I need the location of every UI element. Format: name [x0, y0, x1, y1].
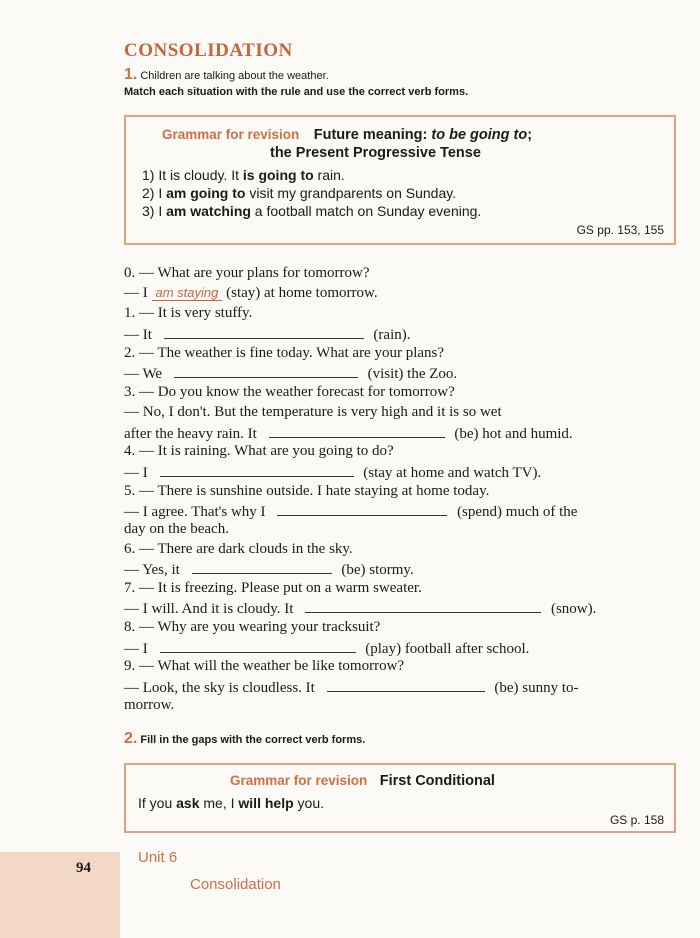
exercise-line-5a: 5. — There is sunshine outside. I hate staying at home today. [124, 483, 490, 499]
exercise-line-4a: 4. — It is raining. What are you going to do? [124, 443, 394, 459]
exercise-line-7b: — I will. And it is cloudy. It (snow). [124, 598, 680, 618]
exercise-line-2b: — We (visit) the Zoo. [124, 363, 680, 383]
exercise-line-3c: after the heavy rain. It (be) hot and humid. [124, 423, 680, 443]
exercise-line-8a: 8. — Why are you wearing your tracksuit? [124, 619, 381, 635]
exercise-line-3a: 3. — Do you know the weather forecast for tomorrow? [124, 384, 455, 400]
answer-blank-4[interactable] [160, 462, 354, 477]
example-answer: am staying [152, 285, 223, 301]
exercise-line-9b: — Look, the sky is cloudless. It (be) sunny to- [124, 677, 680, 697]
exercise-line-7a: 7. — It is freezing. Please put on a warm sweater. [124, 580, 422, 596]
grammar-reference-1: GS pp. 153, 155 [576, 223, 664, 237]
exercise-line-9c: morrow. [124, 697, 175, 713]
grammar-box-1-title-line2: the Present Progressive Tense [270, 145, 481, 161]
answer-blank-6[interactable] [192, 559, 332, 574]
answer-blank-5[interactable] [277, 501, 447, 516]
answer-blank-7[interactable] [305, 598, 541, 613]
exercise-line-6a: 6. — There are dark clouds in the sky. [124, 541, 353, 557]
unit-label: Unit 6 [138, 849, 178, 866]
exercise-line-8b: — I (play) football after school. [124, 638, 680, 658]
answer-blank-3[interactable] [269, 423, 445, 438]
exercise-line-5b: — I agree. That's why I (spend) much of the [124, 501, 680, 521]
exercise-line-4b: — I (stay at home and watch TV). [124, 462, 680, 482]
grammar-reference-2: GS p. 158 [609, 813, 664, 827]
answer-blank-1[interactable] [164, 324, 364, 339]
grammar-box-2-label: Grammar for revision [230, 773, 368, 788]
task1-intro-text: Children are talking about the weather. [140, 70, 329, 82]
grammar-box-2 [124, 763, 676, 833]
exercise-line-2a: 2. — The weather is fine today. What are your plans? [124, 345, 445, 361]
task1-number: 1. [124, 66, 138, 83]
task1-instruction: Match each situation with the rule and use the correct verb forms. [124, 86, 469, 98]
exercise-line-0a: 0. — What are your plans for tomorrow? [124, 265, 370, 281]
grammar-example-3: 3) I am watching a football match on Sunday evening. [142, 203, 482, 219]
exercise-line-1b: — It (rain). [124, 324, 680, 344]
answer-blank-8[interactable] [160, 638, 356, 653]
grammar-box-1 [124, 115, 676, 245]
page-number-strip [0, 852, 120, 938]
exercise-line-6b: — Yes, it (be) stormy. [124, 559, 680, 579]
page-title: CONSOLIDATION [124, 40, 293, 61]
exercise-line-0b: — I am staying (stay) at home tomorrow. [124, 285, 378, 301]
page-number: 94 [76, 860, 91, 876]
task2-number: 2. [124, 730, 138, 747]
grammar-example-1: 1) It is cloudy. It is going to rain. [142, 167, 345, 183]
grammar-box-1-header [162, 126, 532, 144]
grammar-box-2-example: If you ask me, I will help you. [138, 795, 324, 811]
grammar-box-1-label: Grammar for revision [162, 127, 300, 142]
answer-blank-2[interactable] [174, 363, 358, 378]
grammar-box-1-title: Future meaning: to be going to; [313, 127, 533, 143]
grammar-box-2-title: First Conditional [379, 773, 495, 789]
task2-instruction: 2. Fill in the gaps with the correct verb forms. [124, 730, 366, 747]
exercise-line-9a: 9. — What will the weather be like tomorrow? [124, 658, 405, 674]
section-label: Consolidation [190, 876, 281, 893]
grammar-box-2-header [230, 772, 495, 790]
task1-intro [124, 66, 329, 84]
exercise-line-5c: day on the beach. [124, 521, 229, 537]
exercise-line-3b: — No, I don't. But the temperature is very high and it is so wet [124, 404, 502, 420]
grammar-example-2: 2) I am going to visit my grandparents on Sunday. [142, 185, 457, 201]
exercise-line-1a: 1. — It is very stuffy. [124, 305, 253, 321]
answer-blank-9[interactable] [327, 677, 485, 692]
